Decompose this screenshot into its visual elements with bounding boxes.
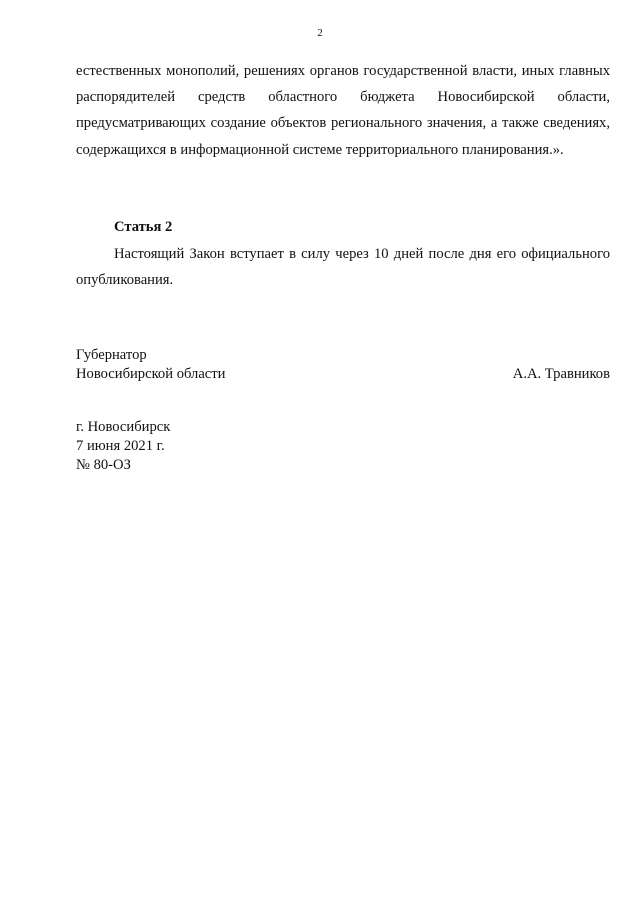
- signature-position-line2: Новосибирской области: [76, 366, 226, 382]
- paragraph-continuation: естественных монополий, решениях органов государственной власти, иных главных распорядителей средств областного бюджета Новосибирской области, предусматривающих создание объектов регионального значения, а также сведениях, содержащихся в информационной системе территориального планирования.».: [76, 63, 610, 158]
- signature-name: А.А. Травников: [512, 366, 610, 382]
- footer-city: г. Новосибирск: [76, 419, 171, 435]
- page-number: 2: [317, 27, 323, 39]
- footer-number: № 80-ОЗ: [76, 457, 131, 473]
- footer-date: 7 июня 2021 г.: [76, 438, 165, 454]
- signature-position-line1: Губернатор: [76, 347, 147, 363]
- article-heading: Статья 2: [114, 219, 173, 235]
- article-text: Настоящий Закон вступает в силу через 10 дней после дня его официального опубликования.: [76, 246, 610, 289]
